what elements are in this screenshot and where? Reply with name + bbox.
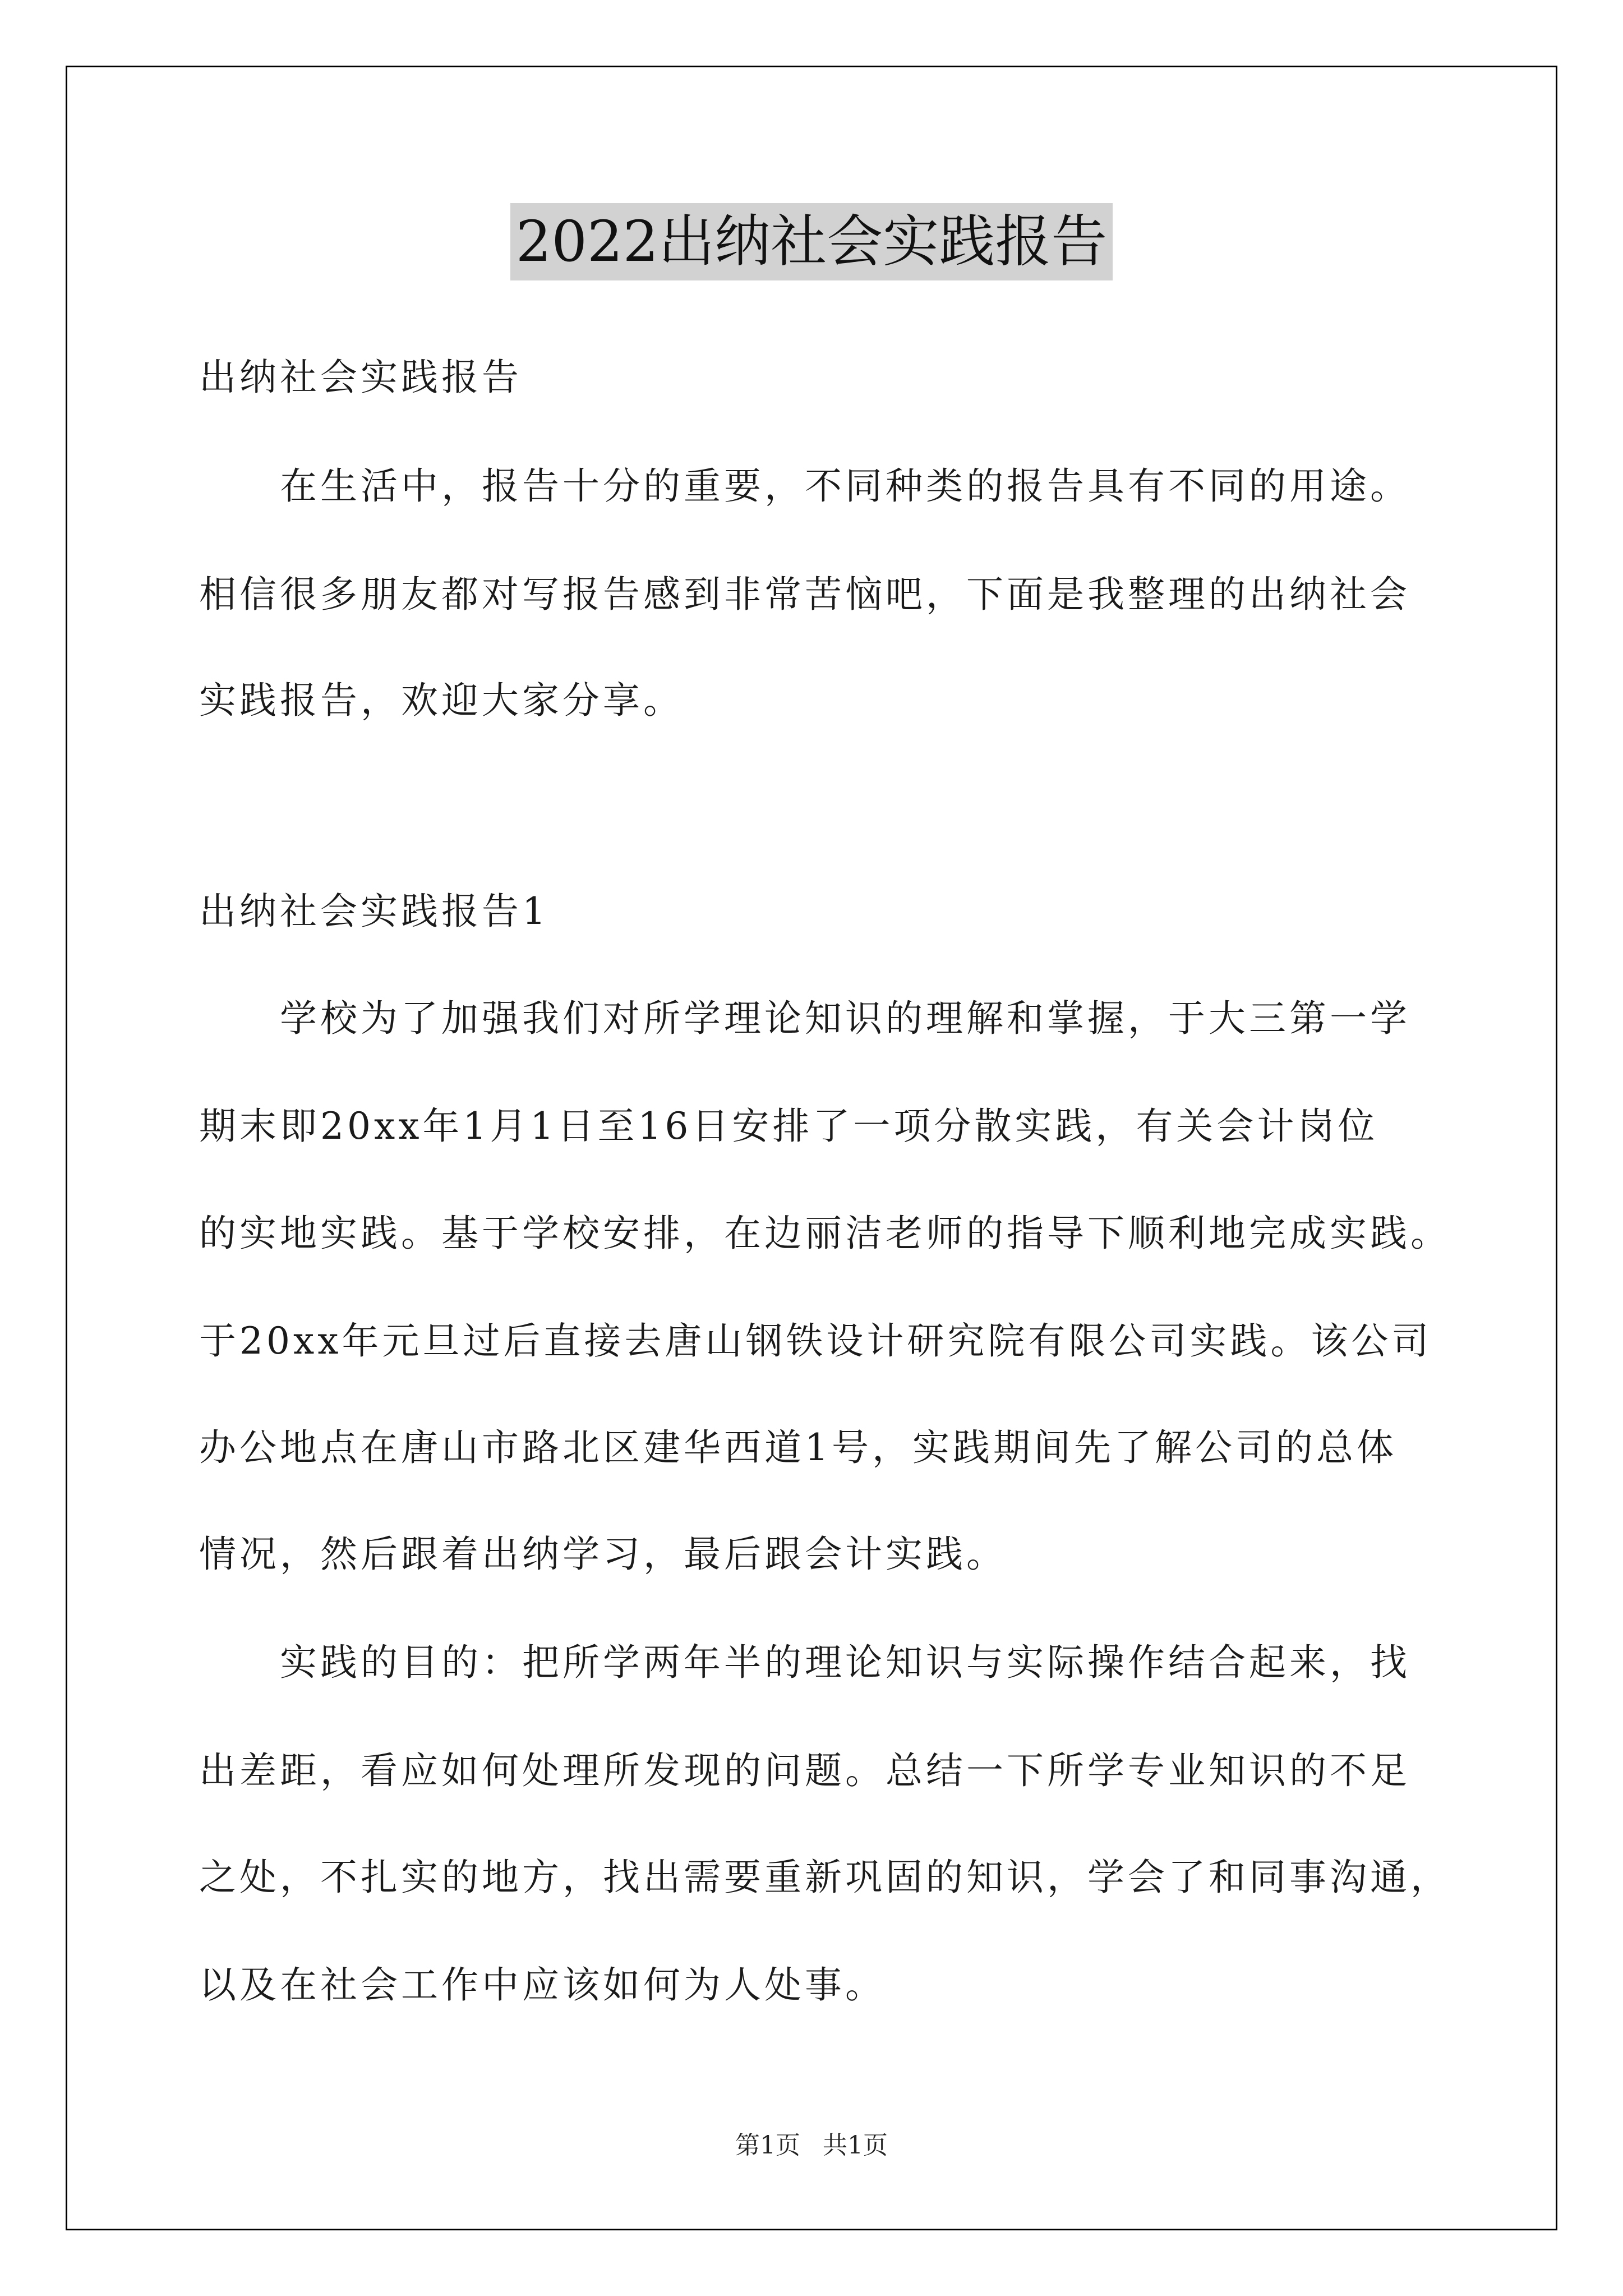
document-title: 2022出纳社会实践报告 xyxy=(510,203,1113,280)
paragraph-line: 相信很多朋友都对写报告感到非常苦恼吧，下面是我整理的出纳社会 xyxy=(199,573,1410,616)
paragraph-line: 在生活中，报告十分的重要，不同种类的报告具有不同的用途。 xyxy=(280,464,1410,508)
page-footer xyxy=(0,2129,1623,2162)
page-total: 共1页 xyxy=(823,2131,888,2160)
paragraph-line: 实践报告，欢迎大家分享。 xyxy=(199,679,684,722)
paragraph-line: 于20xx年元旦过后直接去唐山钢铁设计研究院有限公司实践。该公司 xyxy=(199,1319,1432,1363)
paragraph-line: 期末即20xx年1月1日至16日安排了一项分散实践，有关会计岗位 xyxy=(199,1105,1378,1148)
page-number: 第1页 xyxy=(735,2131,800,2160)
section-heading: 出纳社会实践报告 xyxy=(199,356,522,399)
paragraph-line: 的实地实践。基于学校安排，在边丽洁老师的指导下顺利地完成实践。 xyxy=(199,1212,1451,1255)
title-container xyxy=(0,203,1623,280)
paragraph-line: 之处，不扎实的地方，找出需要重新巩固的知识，学会了和同事沟通， xyxy=(199,1856,1451,1899)
paragraph-line: 学校为了加强我们对所学理论知识的理解和掌握，于大三第一学 xyxy=(280,997,1410,1040)
paragraph-line: 实践的目的：把所学两年半的理论知识与实际操作结合起来，找 xyxy=(280,1641,1410,1684)
paragraph-line: 出差距，看应如何处理所发现的问题。总结一下所学专业知识的不足 xyxy=(199,1749,1410,1792)
section-heading: 出纳社会实践报告1 xyxy=(199,890,549,933)
paragraph-line: 以及在社会工作中应该如何为人处事。 xyxy=(199,1963,886,2007)
paragraph-line: 情况，然后跟着出纳学习，最后跟会计实践。 xyxy=(199,1533,1007,1576)
paragraph-line: 办公地点在唐山市路北区建华西道1号，实践期间先了解公司的总体 xyxy=(199,1426,1397,1469)
